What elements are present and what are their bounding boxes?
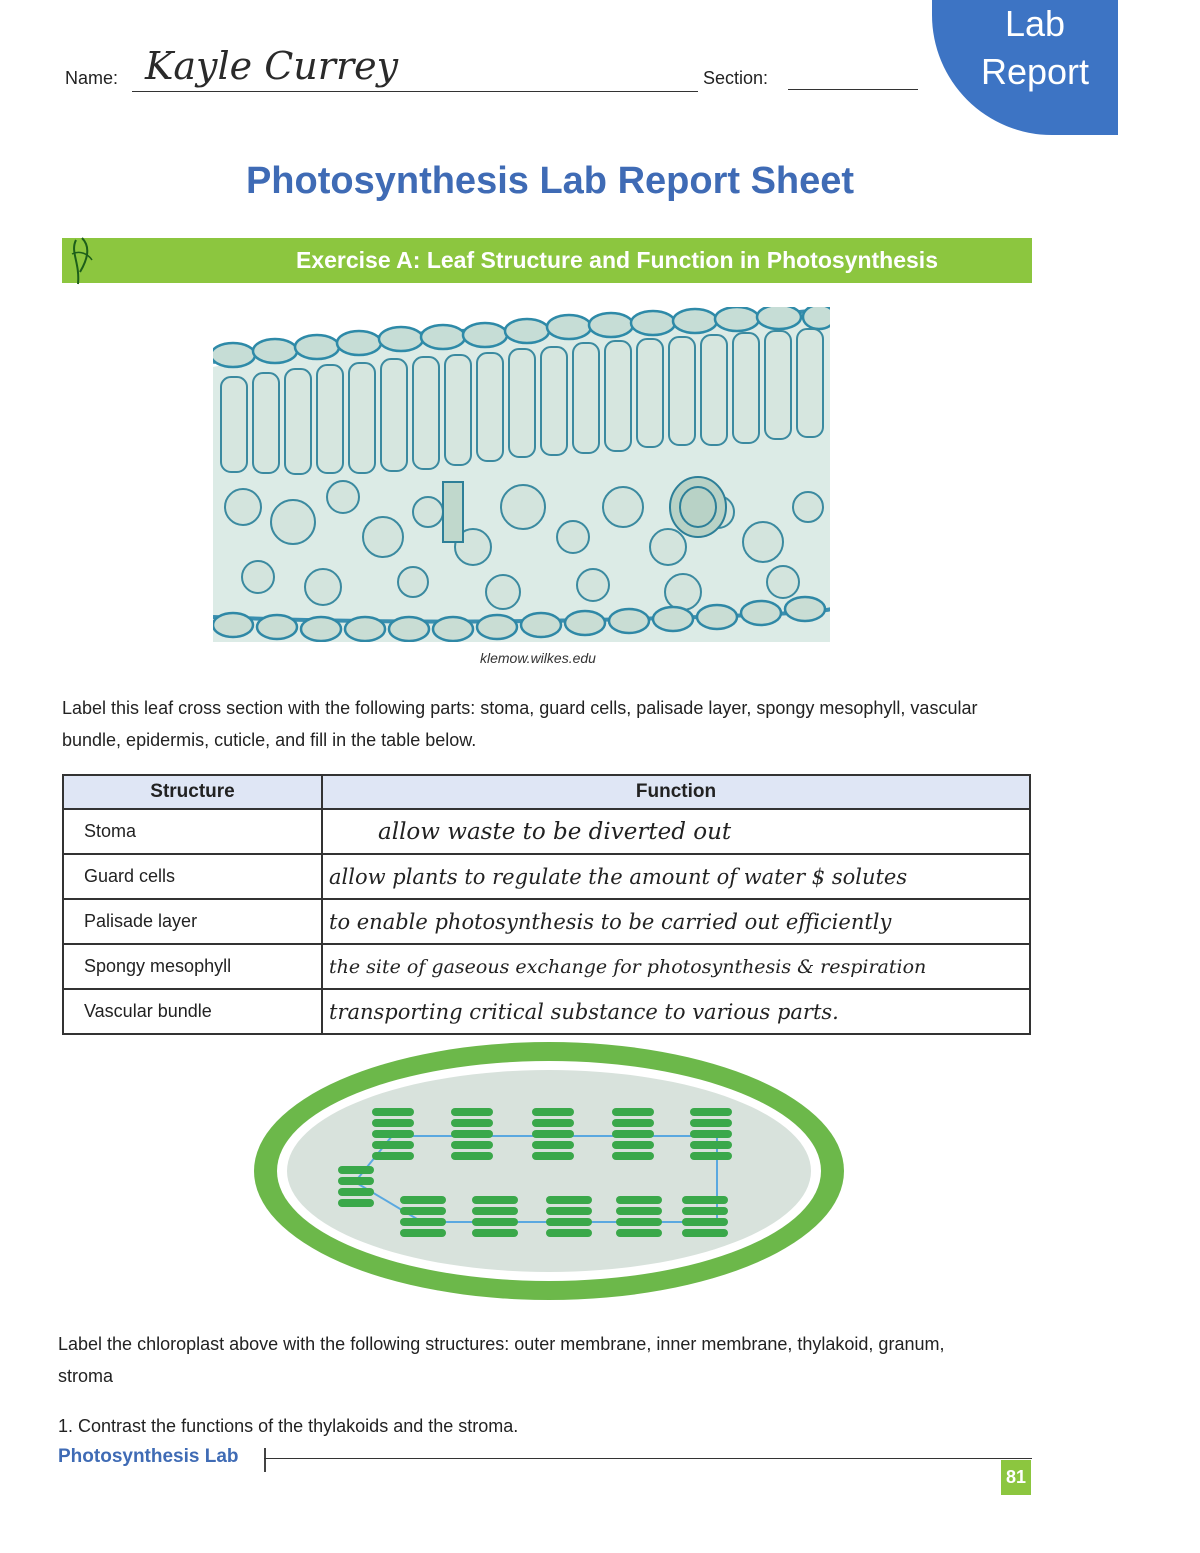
instruction-chloroplast: Label the chloroplast above with the following structures: outer membrane, inner membrane, thylakoid, granum, stroma bbox=[58, 1334, 945, 1386]
exercise-banner-text: Exercise A: Leaf Structure and Function in Photosynthesis bbox=[296, 247, 938, 273]
footer-lab-name: Photosynthesis Lab bbox=[58, 1446, 239, 1467]
function-cell[interactable]: to enable photosynthesis to be carried out efficiently bbox=[322, 899, 1030, 944]
header-function: Function bbox=[322, 775, 1030, 809]
table-row bbox=[63, 899, 1030, 944]
section-label: Section: bbox=[703, 68, 769, 88]
function-cell[interactable]: transporting critical substance to various parts. bbox=[322, 989, 1030, 1034]
table-row bbox=[63, 809, 1030, 854]
name-label: Name: bbox=[65, 68, 119, 88]
chloroplast-diagram bbox=[252, 1040, 846, 1302]
question-1: 1. Contrast the functions of the thylakoids and the stroma. bbox=[58, 1416, 519, 1436]
header-structure: Structure bbox=[63, 775, 322, 809]
tag-line-lab: Lab bbox=[1004, 3, 1066, 44]
granum bbox=[451, 1108, 493, 1160]
granum bbox=[532, 1108, 574, 1160]
function-cell[interactable]: the site of gaseous exchange for photosynthesis & respiration bbox=[322, 944, 1030, 989]
table-header-row bbox=[63, 775, 1030, 809]
footer-divider-tick bbox=[264, 1448, 266, 1472]
name-value[interactable]: Kayle Currey bbox=[145, 44, 399, 88]
table-row bbox=[63, 944, 1030, 989]
leaf-sketch-icon bbox=[66, 232, 106, 288]
structure-cell: Stoma bbox=[63, 809, 322, 854]
structure-cell: Vascular bundle bbox=[63, 989, 322, 1034]
granum bbox=[690, 1108, 732, 1160]
lab-report-tag bbox=[932, 0, 1138, 96]
name-line bbox=[132, 91, 698, 92]
table-row bbox=[63, 989, 1030, 1034]
page-number: 81 bbox=[1001, 1460, 1031, 1495]
exercise-banner bbox=[62, 238, 1032, 283]
leaf-cross-section-image bbox=[213, 307, 830, 642]
granum bbox=[372, 1108, 414, 1160]
structure-cell: Spongy mesophyll bbox=[63, 944, 322, 989]
instruction-leaf: Label this leaf cross section with the following parts: stoma, guard cells, palisade layer, spongy mesophyll, vascular bundle, epidermis, cuticle, and fill in the table below. bbox=[62, 698, 978, 750]
page-title: Photosynthesis Lab Report Sheet bbox=[245, 160, 855, 202]
granum bbox=[612, 1108, 654, 1160]
image-caption: klemow.wilkes.edu bbox=[480, 650, 596, 666]
function-cell[interactable]: allow waste to be diverted out bbox=[322, 809, 1030, 854]
table-row bbox=[63, 854, 1030, 899]
structure-function-table bbox=[62, 774, 1031, 1035]
footer-line bbox=[264, 1458, 1032, 1459]
tag-line-report: Report bbox=[980, 51, 1090, 92]
structure-cell: Guard cells bbox=[63, 854, 322, 899]
structure-cell: Palisade layer bbox=[63, 899, 322, 944]
section-line bbox=[788, 89, 918, 90]
function-cell[interactable]: allow plants to regulate the amount of water $ solutes bbox=[322, 854, 1030, 899]
